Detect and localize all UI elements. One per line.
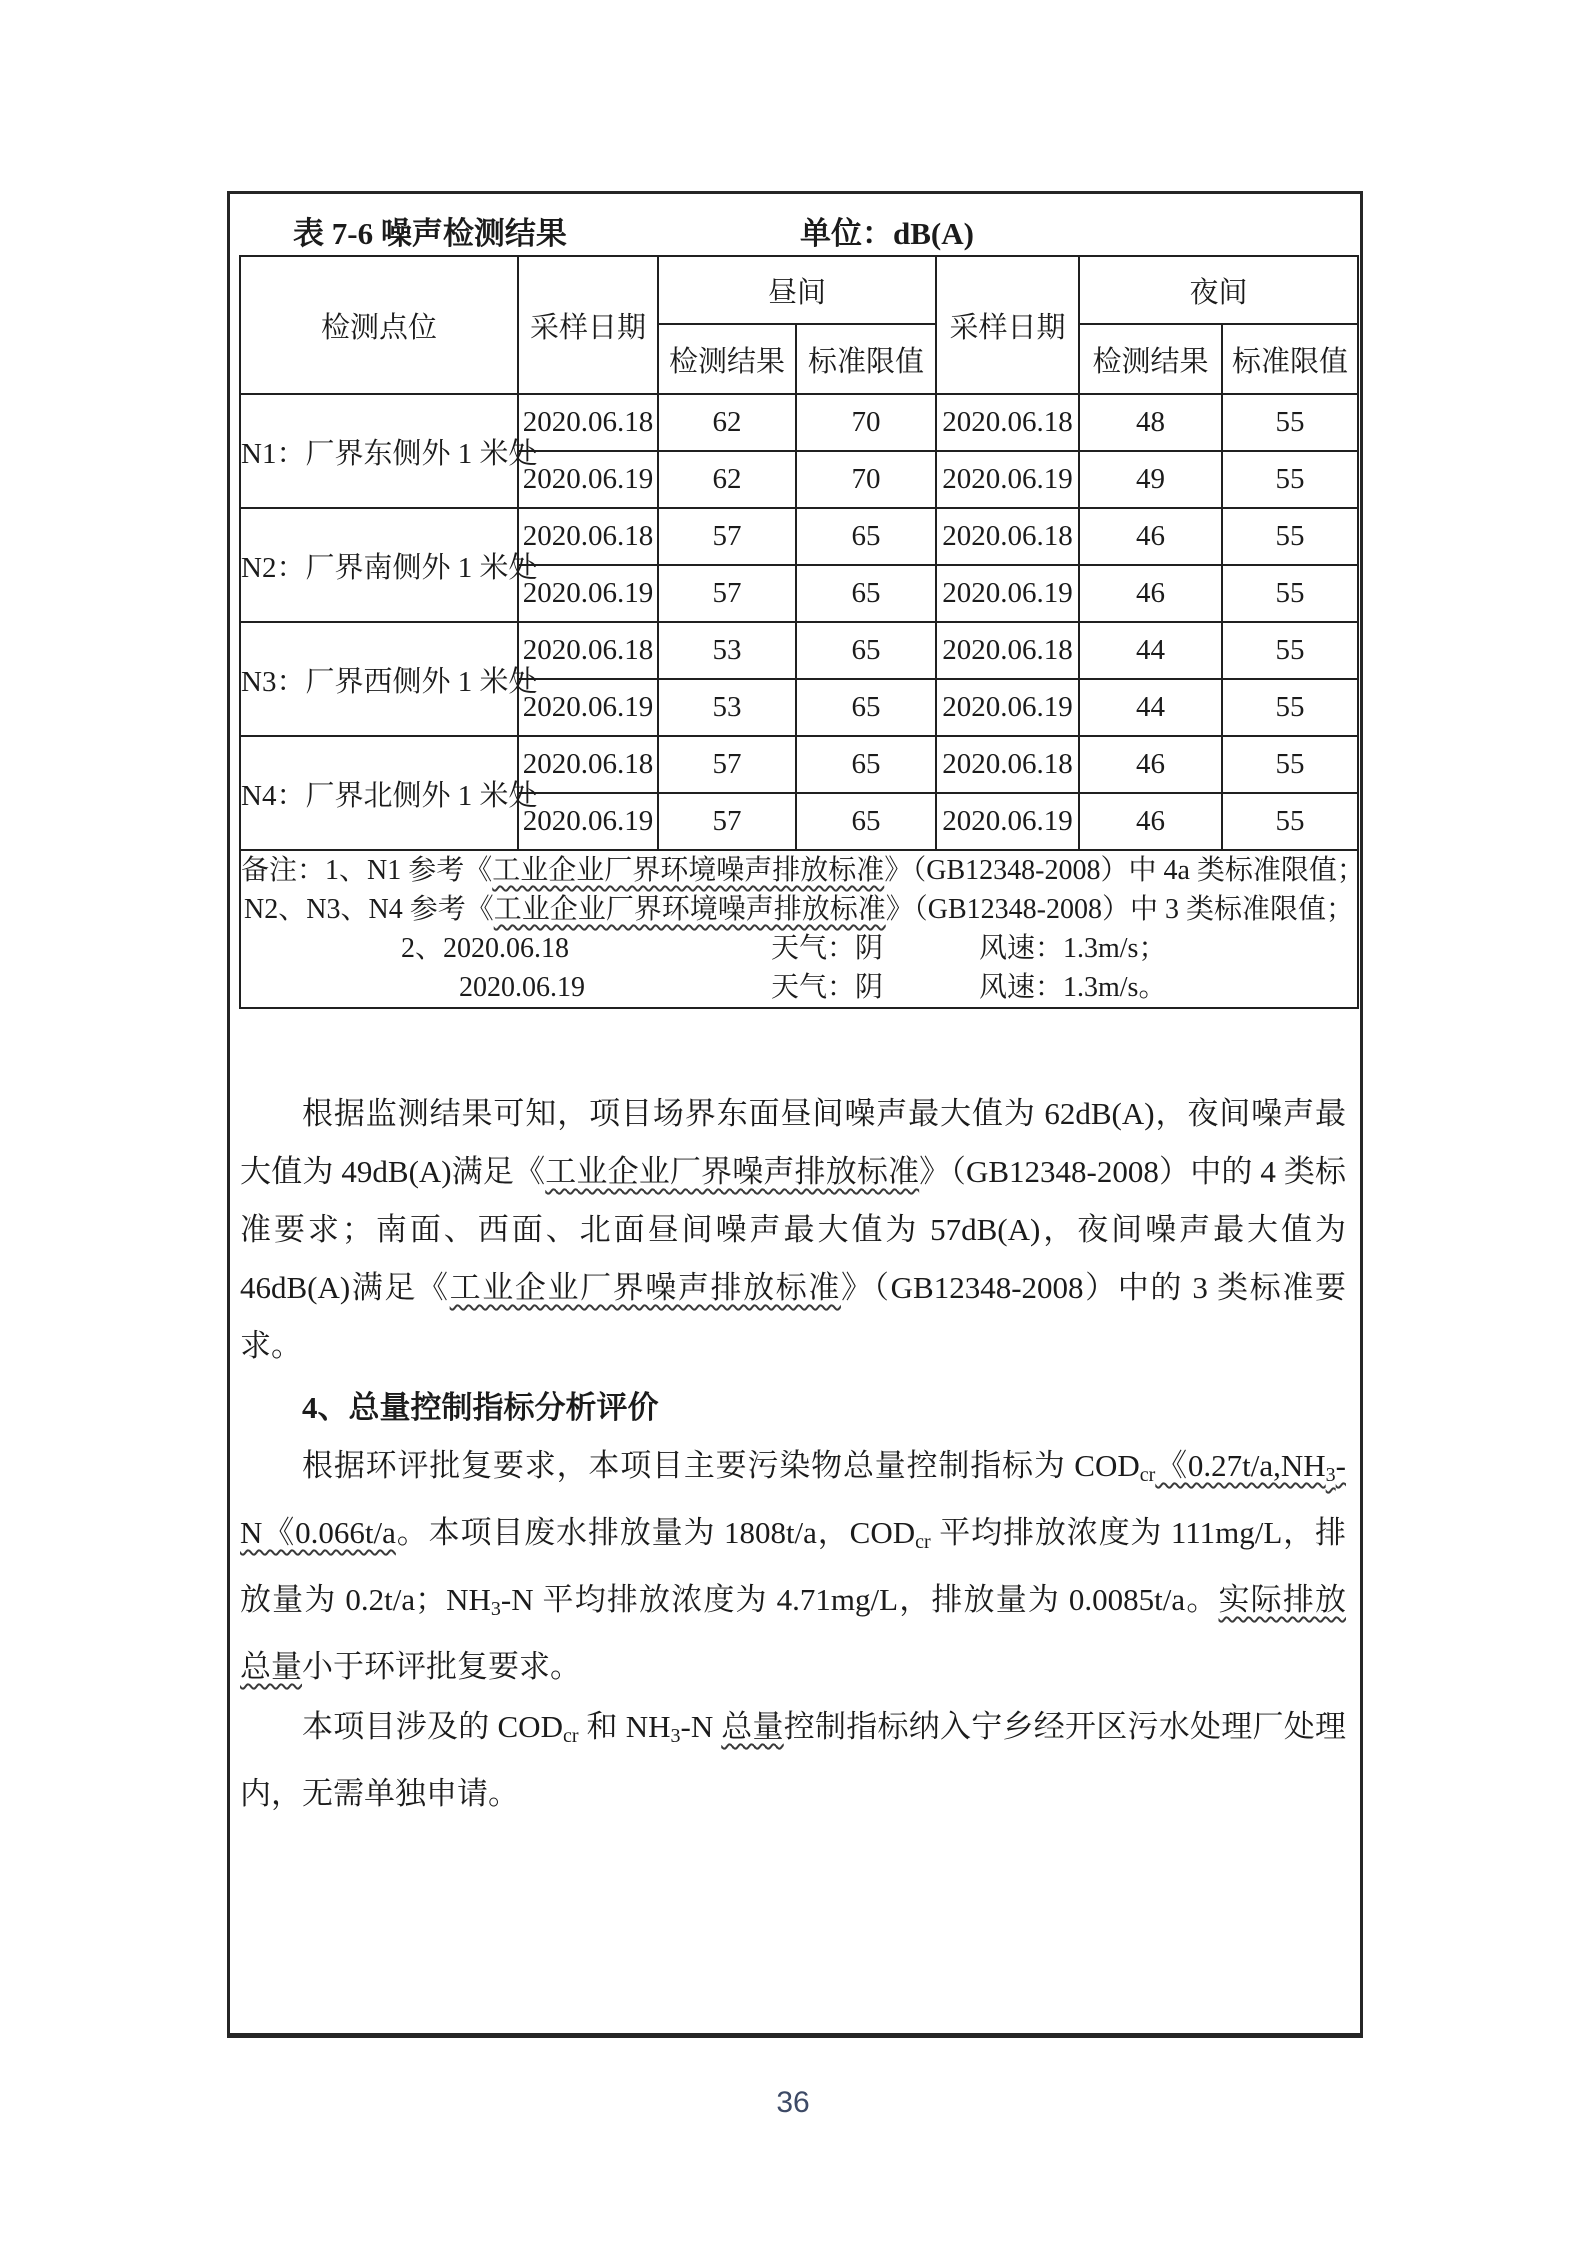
note-weather-line: [241, 968, 1357, 1007]
cell-date-day: 2020.06.18: [518, 622, 658, 679]
cell-limit-night: 55: [1222, 736, 1358, 793]
cell-date-night: 2020.06.18: [936, 622, 1079, 679]
cell-result-day: 62: [658, 451, 796, 508]
note-weather-value: 天气：阴: [771, 933, 884, 964]
table-caption-title: 表 7-6 噪声检测结果: [293, 216, 567, 251]
text-segment: 和 NH: [578, 1709, 671, 1744]
text-segment: 》（GB12348-2008）中 3 类标准限值；: [885, 894, 1354, 925]
text-segment: 本项目涉及的 COD: [302, 1709, 563, 1744]
cell-result-day: 53: [658, 622, 796, 679]
text-segment: 控制指标纳入宁乡经开区污水处理厂处理内，无需单独申请。: [240, 1709, 1346, 1811]
cell-result-day: 57: [658, 793, 796, 850]
text-segment: 》（GB12348-2008）中的 4 类标准要求；南面、西面、北面昼间噪声最大值为 57dB(A)，夜间噪声最大值为 46dB(A)满足《: [240, 1154, 1346, 1305]
page-number: 36: [776, 2086, 810, 2119]
text-segment: 3: [670, 1725, 681, 1747]
text-segment: 平均排放浓度为 111mg/L，排放量为 0.2t/a；NH: [240, 1515, 1346, 1617]
cell-date-day: 2020.06.18: [518, 508, 658, 565]
cell-result-day: 57: [658, 736, 796, 793]
cell-limit-day: 65: [796, 622, 936, 679]
table-row: [240, 508, 1358, 565]
cell-date-day: 2020.06.19: [518, 679, 658, 736]
table-row: [240, 622, 1358, 679]
cell-result-night: 46: [1079, 793, 1222, 850]
note-date: 2、2020.06.18: [401, 933, 570, 964]
note-weather-value: 天气：阴: [771, 972, 884, 1003]
cell-result-night: 46: [1079, 508, 1222, 565]
cell-result-night: 44: [1079, 679, 1222, 736]
cell-result-night: 46: [1079, 736, 1222, 793]
cell-limit-day: 65: [796, 736, 936, 793]
table-caption-unit: 单位：dB(A): [800, 216, 974, 251]
cell-date-day: 2020.06.18: [518, 736, 658, 793]
text-segment: 工业企业厂界环境噪声排放标准: [493, 894, 886, 925]
cell-monitoring-point: N4：厂界北侧外 1 米处: [240, 736, 518, 850]
cell-limit-night: 55: [1222, 508, 1358, 565]
cell-result-night: 49: [1079, 451, 1222, 508]
cell-limit-night: 55: [1222, 793, 1358, 850]
note-weather-line: [241, 929, 1357, 968]
cell-date-day: 2020.06.18: [518, 394, 658, 451]
cell-result-night: 46: [1079, 565, 1222, 622]
text-segment: 根据监测结果可知，项目场界东面昼间噪声最大值为 62dB(A)，夜间噪声最大值为 49dB(A)满足《: [240, 1096, 1346, 1189]
cell-limit-day: 65: [796, 793, 936, 850]
paragraph-total-control-application: [240, 1698, 1346, 1823]
text-segment: 小于环评批复要求。: [302, 1649, 581, 1684]
text-segment: 工业企业厂界环境噪声排放标准: [492, 855, 885, 886]
text-segment: 》（GB12348-2008）中 4a 类标准限值；: [884, 855, 1365, 886]
table-notes-row: [240, 850, 1358, 1008]
cell-date-day: 2020.06.19: [518, 565, 658, 622]
noise-results-table: [239, 255, 1365, 1009]
cell-monitoring-point: N2：厂界南侧外 1 米处: [240, 508, 518, 622]
text-segment: 实际排放总量: [240, 1582, 1346, 1684]
text-segment: -N: [680, 1709, 722, 1744]
cell-result-night: 44: [1079, 622, 1222, 679]
cell-limit-day: 65: [796, 679, 936, 736]
text-segment: 。本项目废水排放量为 1808t/a，COD: [395, 1515, 916, 1550]
table-row: [240, 394, 1358, 451]
paragraph-total-control-indicators: [240, 1437, 1346, 1696]
cell-date-day: 2020.06.19: [518, 793, 658, 850]
body-text-area: [230, 1071, 1360, 1823]
cell-date-night: 2020.06.19: [936, 793, 1079, 850]
text-segment: 总量: [721, 1709, 784, 1744]
header-date-day: 采样日期: [518, 256, 658, 394]
text-segment: 3: [1325, 1464, 1336, 1486]
cell-result-day: 53: [658, 679, 796, 736]
notes-cell: [240, 850, 1365, 1008]
text-segment: cr: [1139, 1464, 1156, 1486]
header-limit-day: 标准限值: [796, 324, 936, 394]
cell-limit-day: 70: [796, 394, 936, 451]
text-segment: 根据环评批复要求，本项目主要污染物总量控制指标为 COD: [302, 1448, 1140, 1483]
note-line: [241, 890, 1357, 929]
text-segment: 《0.27t/a,NH: [1155, 1448, 1326, 1483]
cell-limit-day: 65: [796, 565, 936, 622]
text-segment: 》（GB12348-2008）中的 3 类标准要求。: [240, 1270, 1347, 1363]
cell-date-night: 2020.06.18: [936, 394, 1079, 451]
header-night: 夜间: [1079, 256, 1358, 324]
text-segment: cr: [562, 1725, 579, 1747]
cell-monitoring-point: N3：厂界西侧外 1 米处: [240, 622, 518, 736]
cell-date-night: 2020.06.18: [936, 508, 1079, 565]
note-wind-value: 风速：1.3m/s。: [979, 972, 1167, 1003]
cell-date-night: 2020.06.19: [936, 679, 1079, 736]
cell-limit-night: 55: [1222, 679, 1358, 736]
cell-limit-night: 55: [1222, 622, 1358, 679]
cell-result-day: 62: [658, 394, 796, 451]
header-day: 昼间: [658, 256, 936, 324]
note-date: 2020.06.19: [459, 972, 585, 1003]
paragraph-noise-analysis: [240, 1085, 1346, 1375]
cell-limit-night: 55: [1222, 451, 1358, 508]
note-wind-value: 风速：1.3m/s；: [979, 933, 1167, 964]
text-segment: 备注：1、N1 参考《: [241, 855, 493, 886]
cell-date-night: 2020.06.18: [936, 736, 1079, 793]
table-header-row-1: [240, 256, 1358, 324]
cell-limit-night: 55: [1222, 565, 1358, 622]
text-segment: -N 平均排放浓度为 4.71mg/L，排放量为 0.0085t/a。: [500, 1582, 1219, 1617]
cell-limit-night: 55: [1222, 394, 1358, 451]
cell-monitoring-point: N1：厂界东侧外 1 米处: [240, 394, 518, 508]
header-result-night: 检测结果: [1079, 324, 1222, 394]
header-limit-night: 标准限值: [1222, 324, 1358, 394]
table-caption-row: [230, 194, 1360, 255]
cell-result-night: 48: [1079, 394, 1222, 451]
text-segment: 工业企业厂界噪声排放标准: [545, 1154, 920, 1189]
text-segment: cr: [915, 1531, 931, 1553]
cell-limit-day: 65: [796, 508, 936, 565]
section-heading-total-control: 4、总量控制指标分析评价: [302, 1390, 659, 1425]
header-date-night: 采样日期: [936, 256, 1079, 394]
note-line: [241, 851, 1365, 890]
text-segment: 工业企业厂界噪声排放标准: [449, 1270, 841, 1305]
text-segment: -N《0.066t/a: [240, 1448, 1346, 1550]
header-result-day: 检测结果: [658, 324, 796, 394]
cell-result-day: 57: [658, 565, 796, 622]
cell-date-day: 2020.06.19: [518, 451, 658, 508]
text-segment: N2、N3、N4 参考《: [244, 894, 494, 925]
cell-date-night: 2020.06.19: [936, 451, 1079, 508]
cell-result-day: 57: [658, 508, 796, 565]
cell-date-night: 2020.06.19: [936, 565, 1079, 622]
header-point: 检测点位: [240, 256, 518, 394]
document-border-box: [227, 191, 1363, 2038]
text-segment: 3: [490, 1598, 501, 1620]
cell-limit-day: 70: [796, 451, 936, 508]
table-row: [240, 736, 1358, 793]
